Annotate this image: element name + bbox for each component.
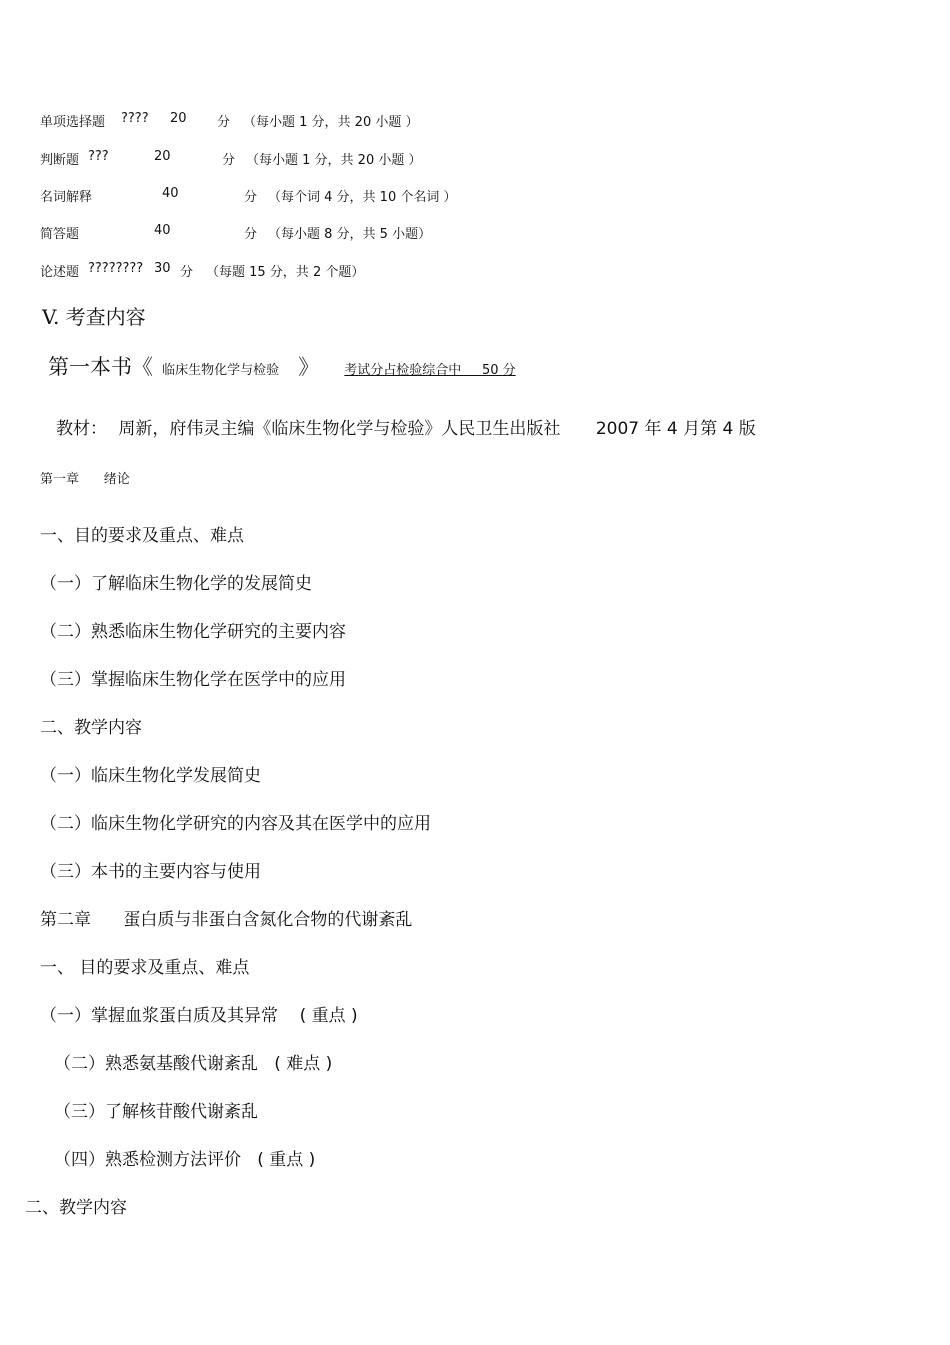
objective-item: （三）掌握临床生物化学在医学中的应用 xyxy=(40,670,346,690)
objective-item: （一）了解临床生物化学的发展简史 xyxy=(40,574,312,594)
textbook-edition: 2007 年 4 月第 4 版 xyxy=(595,419,756,439)
question-score: 20 xyxy=(170,111,187,126)
content-item: （二）临床生物化学研究的内容及其在医学中的应用 xyxy=(40,814,431,834)
score-unit: 分 xyxy=(180,265,194,280)
question-marks: ???? xyxy=(121,111,149,126)
book-line xyxy=(48,351,516,381)
objective-item: （一）掌握血浆蛋白质及其异常 ( 重点 ) xyxy=(40,1006,358,1026)
question-type: 简答题 xyxy=(40,227,80,242)
objectives-heading: 一、 目的要求及重点、难点 xyxy=(40,958,250,978)
question-score: 40 xyxy=(154,223,171,238)
chapter-title: 第二章 蛋白质与非蛋白含氮化合物的代谢紊乱 xyxy=(40,910,413,930)
objective-item: （二）熟悉氨基酸代谢紊乱 ( 难点 ) xyxy=(54,1054,333,1074)
score-note: （每小题 1 分，共 20 小题 ） xyxy=(246,153,422,168)
question-score: 40 xyxy=(162,186,179,201)
question-marks: ???????? xyxy=(88,261,144,276)
question-type: 判断题 xyxy=(40,153,80,168)
textbook-authors: 周新，府伟灵主编《临床生物化学与检验》人民卫生出版社 xyxy=(118,419,561,439)
content-item: （一）临床生物化学发展简史 xyxy=(40,766,261,786)
question-score: 20 xyxy=(154,149,171,164)
objective-item: （四）熟悉检测方法评价 ( 重点 ) xyxy=(54,1150,316,1170)
chapter-title: 第一章 绪论 xyxy=(40,472,130,487)
content-heading: 二、教学内容 xyxy=(40,718,142,738)
content-item: （三）本书的主要内容与使用 xyxy=(40,862,261,882)
question-score: 30 xyxy=(154,261,171,276)
content-heading: 二、教学内容 xyxy=(25,1198,127,1218)
textbook-line xyxy=(56,414,756,439)
score-unit: 分 xyxy=(222,153,236,168)
score-note: （每题 15 分，共 2 个题） xyxy=(206,265,365,280)
section-heading: V. 考查内容 xyxy=(42,305,146,329)
question-marks: ??? xyxy=(88,149,109,164)
score-note: （每小题 8 分，共 5 小题） xyxy=(268,227,432,242)
objective-item: （三）了解核苷酸代谢紊乱 xyxy=(54,1102,258,1122)
book-prefix: 第一本书《 xyxy=(48,355,153,379)
question-type: 论述题 xyxy=(40,265,80,280)
score-note: （每个词 4 分，共 10 个名词 ） xyxy=(268,190,457,205)
textbook-label: 教材： xyxy=(56,419,107,439)
book-weight: 考试分占检验综合中 50 分 xyxy=(344,363,516,378)
objective-item: （二）熟悉临床生物化学研究的主要内容 xyxy=(40,622,346,642)
score-note: （每小题 1 分，共 20 小题 ） xyxy=(243,115,419,130)
objectives-heading: 一、目的要求及重点、难点 xyxy=(40,526,244,546)
book-title: 临床生物化学与检验 xyxy=(162,363,280,378)
score-unit: 分 xyxy=(244,227,258,242)
book-suffix: 》 xyxy=(298,355,320,379)
score-unit: 分 xyxy=(244,190,258,205)
score-unit: 分 xyxy=(217,115,231,130)
question-type: 名词解释 xyxy=(40,190,93,205)
question-type: 单项选择题 xyxy=(40,115,106,130)
